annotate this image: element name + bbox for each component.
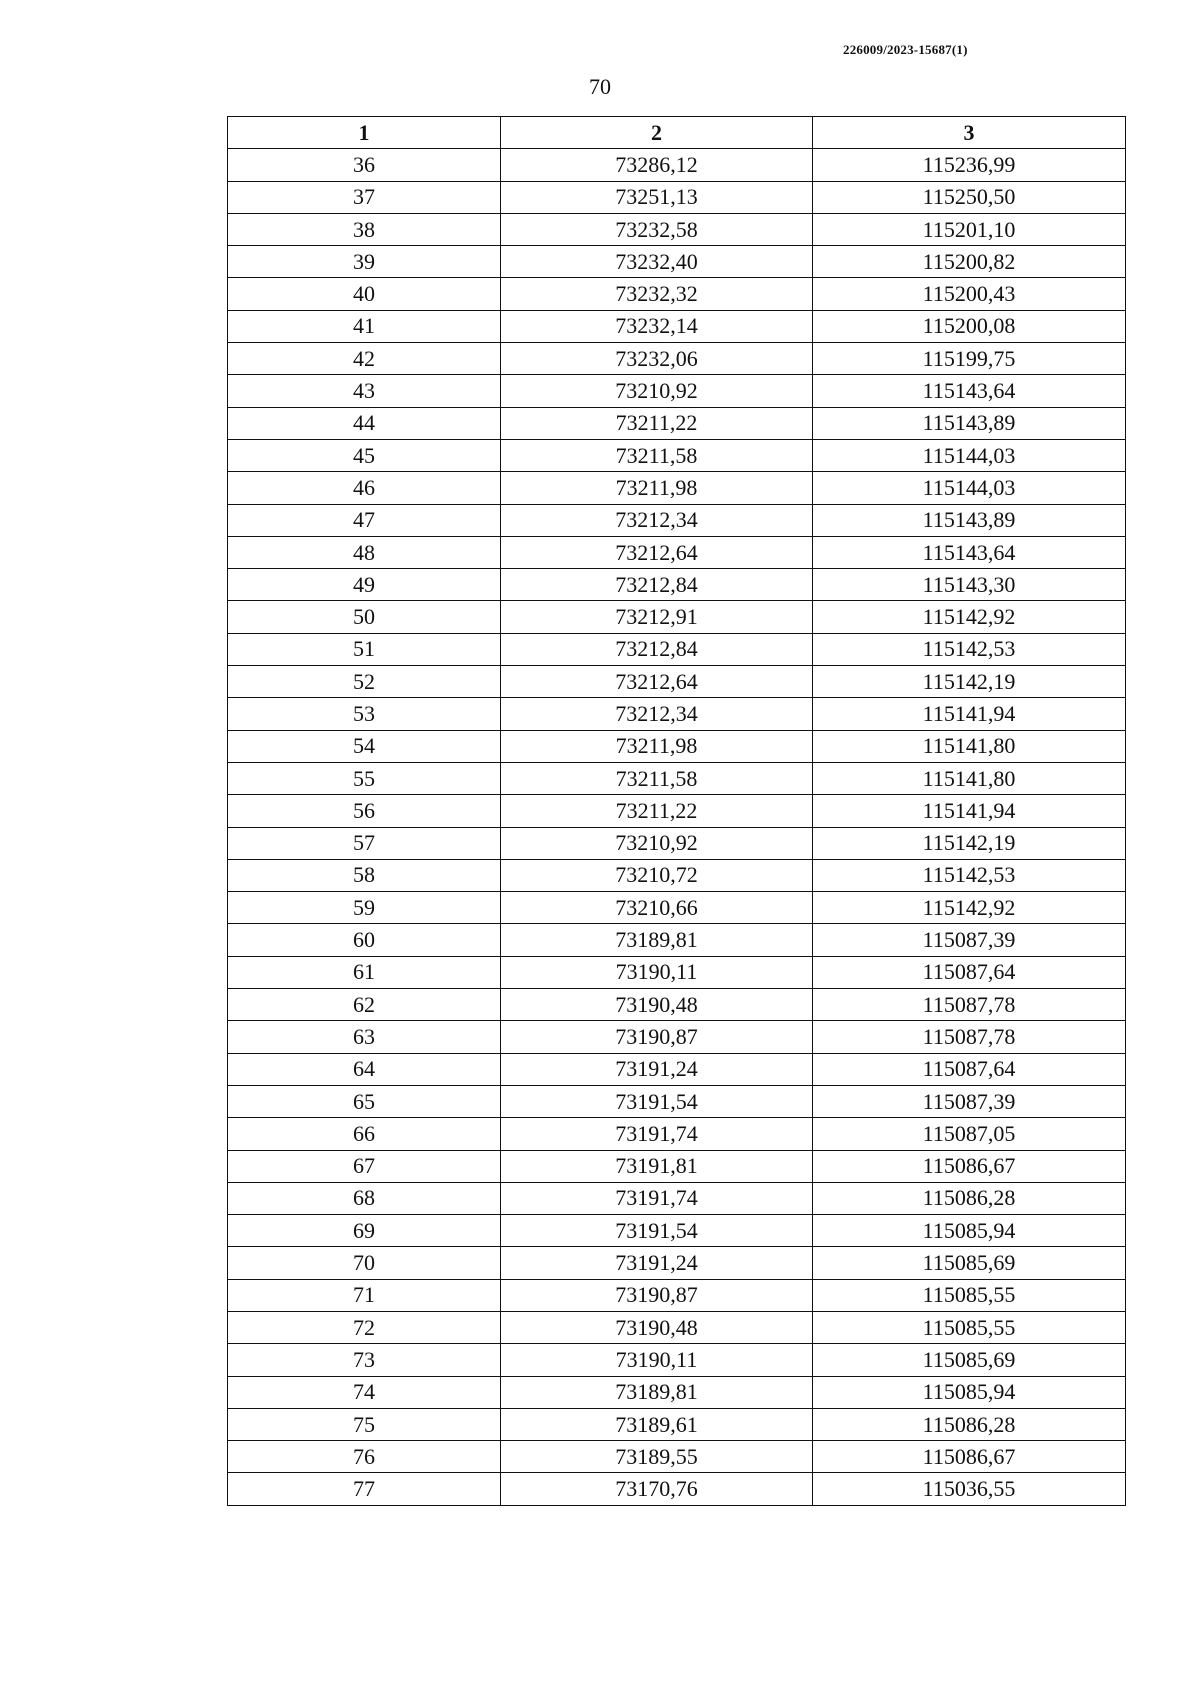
table-row [228, 1344, 1126, 1376]
x-coordinate-cell: 73210,92 [501, 375, 813, 407]
y-coordinate-cell: 115143,64 [813, 536, 1126, 568]
y-coordinate-cell: 115085,94 [813, 1215, 1126, 1247]
point-number-cell: 63 [228, 1021, 501, 1053]
x-coordinate-cell: 73232,06 [501, 343, 813, 375]
table-row [228, 213, 1126, 245]
y-coordinate-cell: 115143,30 [813, 569, 1126, 601]
x-coordinate-cell: 73191,54 [501, 1085, 813, 1117]
table-row [228, 536, 1126, 568]
x-coordinate-cell: 73212,84 [501, 569, 813, 601]
point-number-cell: 55 [228, 762, 501, 794]
point-number-cell: 40 [228, 278, 501, 310]
table-row [228, 181, 1126, 213]
point-number-cell: 38 [228, 213, 501, 245]
point-number-cell: 49 [228, 569, 501, 601]
x-coordinate-cell: 73189,81 [501, 924, 813, 956]
y-coordinate-cell: 115200,08 [813, 310, 1126, 342]
table-row [228, 407, 1126, 439]
document-reference: 226009/2023-15687(1) [843, 42, 968, 57]
y-coordinate-cell: 115085,69 [813, 1247, 1126, 1279]
x-coordinate-cell: 73211,58 [501, 762, 813, 794]
table-row [228, 698, 1126, 730]
point-number-cell: 61 [228, 956, 501, 988]
table-row [228, 666, 1126, 698]
x-coordinate-cell: 73210,72 [501, 859, 813, 891]
point-number-cell: 52 [228, 666, 501, 698]
point-number-cell: 65 [228, 1085, 501, 1117]
y-coordinate-cell: 115085,55 [813, 1279, 1126, 1311]
point-number-cell: 39 [228, 246, 501, 278]
point-number-cell: 41 [228, 310, 501, 342]
y-coordinate-cell: 115141,80 [813, 762, 1126, 794]
table-row [228, 1376, 1126, 1408]
y-coordinate-cell: 115142,19 [813, 827, 1126, 859]
x-coordinate-cell: 73191,74 [501, 1182, 813, 1214]
point-number-cell: 73 [228, 1344, 501, 1376]
table-row [228, 827, 1126, 859]
point-number-cell: 42 [228, 343, 501, 375]
page-number: 70 [589, 74, 611, 99]
y-coordinate-cell: 115236,99 [813, 149, 1126, 181]
x-coordinate-cell: 73191,81 [501, 1150, 813, 1182]
x-coordinate-cell: 73191,24 [501, 1053, 813, 1085]
x-coordinate-cell: 73189,61 [501, 1408, 813, 1440]
x-coordinate-cell: 73251,13 [501, 181, 813, 213]
table-body [228, 149, 1126, 1505]
y-coordinate-cell: 115200,82 [813, 246, 1126, 278]
table-row [228, 1408, 1126, 1440]
point-number-cell: 37 [228, 181, 501, 213]
table-row [228, 1021, 1126, 1053]
table-row [228, 892, 1126, 924]
table-row [228, 569, 1126, 601]
point-number-cell: 54 [228, 730, 501, 762]
x-coordinate-cell: 73190,48 [501, 1311, 813, 1343]
x-coordinate-cell: 73190,48 [501, 989, 813, 1021]
y-coordinate-cell: 115200,43 [813, 278, 1126, 310]
y-coordinate-cell: 115144,03 [813, 439, 1126, 471]
table-row [228, 1311, 1126, 1343]
y-coordinate-cell: 115143,89 [813, 407, 1126, 439]
x-coordinate-cell: 73232,40 [501, 246, 813, 278]
y-coordinate-cell: 115086,67 [813, 1150, 1126, 1182]
y-coordinate-cell: 115087,05 [813, 1118, 1126, 1150]
y-coordinate-cell: 115085,94 [813, 1376, 1126, 1408]
point-number-cell: 75 [228, 1408, 501, 1440]
point-number-cell: 57 [228, 827, 501, 859]
y-coordinate-cell: 115199,75 [813, 343, 1126, 375]
x-coordinate-cell: 73189,55 [501, 1441, 813, 1473]
table-row [228, 1473, 1126, 1505]
table-row [228, 1085, 1126, 1117]
y-coordinate-cell: 115085,55 [813, 1311, 1126, 1343]
y-coordinate-cell: 115142,92 [813, 601, 1126, 633]
coordinates-table [227, 116, 1126, 1506]
x-coordinate-cell: 73232,58 [501, 213, 813, 245]
y-coordinate-cell: 115085,69 [813, 1344, 1126, 1376]
y-coordinate-cell: 115086,28 [813, 1182, 1126, 1214]
table-row [228, 472, 1126, 504]
x-coordinate-cell: 73232,32 [501, 278, 813, 310]
point-number-cell: 72 [228, 1311, 501, 1343]
x-coordinate-cell: 73170,76 [501, 1473, 813, 1505]
point-number-cell: 74 [228, 1376, 501, 1408]
x-coordinate-cell: 73210,92 [501, 827, 813, 859]
point-number-cell: 43 [228, 375, 501, 407]
table-row [228, 1441, 1126, 1473]
x-coordinate-cell: 73191,24 [501, 1247, 813, 1279]
y-coordinate-cell: 115086,67 [813, 1441, 1126, 1473]
point-number-cell: 70 [228, 1247, 501, 1279]
x-coordinate-cell: 73211,22 [501, 407, 813, 439]
x-coordinate-cell: 73211,98 [501, 472, 813, 504]
point-number-cell: 64 [228, 1053, 501, 1085]
column-header-3: 3 [813, 117, 1126, 149]
y-coordinate-cell: 115087,39 [813, 1085, 1126, 1117]
table-row [228, 1215, 1126, 1247]
table-row [228, 310, 1126, 342]
x-coordinate-cell: 73212,64 [501, 536, 813, 568]
table-row [228, 375, 1126, 407]
table-header-row [228, 117, 1126, 149]
point-number-cell: 60 [228, 924, 501, 956]
point-number-cell: 68 [228, 1182, 501, 1214]
table-row [228, 149, 1126, 181]
table-row [228, 246, 1126, 278]
y-coordinate-cell: 115142,53 [813, 633, 1126, 665]
y-coordinate-cell: 115142,19 [813, 666, 1126, 698]
y-coordinate-cell: 115141,94 [813, 795, 1126, 827]
table-row [228, 1247, 1126, 1279]
point-number-cell: 46 [228, 472, 501, 504]
column-header-2: 2 [501, 117, 813, 149]
table-row [228, 1053, 1126, 1085]
y-coordinate-cell: 115087,64 [813, 1053, 1126, 1085]
x-coordinate-cell: 73212,84 [501, 633, 813, 665]
table-row [228, 859, 1126, 891]
y-coordinate-cell: 115141,80 [813, 730, 1126, 762]
point-number-cell: 53 [228, 698, 501, 730]
x-coordinate-cell: 73211,98 [501, 730, 813, 762]
x-coordinate-cell: 73191,54 [501, 1215, 813, 1247]
table-row [228, 633, 1126, 665]
y-coordinate-cell: 115141,94 [813, 698, 1126, 730]
table-row [228, 1150, 1126, 1182]
x-coordinate-cell: 73190,87 [501, 1021, 813, 1053]
point-number-cell: 69 [228, 1215, 501, 1247]
x-coordinate-cell: 73211,22 [501, 795, 813, 827]
y-coordinate-cell: 115201,10 [813, 213, 1126, 245]
table-row [228, 795, 1126, 827]
table-row [228, 989, 1126, 1021]
table-row [228, 1182, 1126, 1214]
x-coordinate-cell: 73211,58 [501, 439, 813, 471]
point-number-cell: 36 [228, 149, 501, 181]
y-coordinate-cell: 115142,53 [813, 859, 1126, 891]
x-coordinate-cell: 73190,11 [501, 1344, 813, 1376]
x-coordinate-cell: 73212,91 [501, 601, 813, 633]
point-number-cell: 45 [228, 439, 501, 471]
table-row [228, 730, 1126, 762]
point-number-cell: 67 [228, 1150, 501, 1182]
y-coordinate-cell: 115087,78 [813, 989, 1126, 1021]
column-header-1: 1 [228, 117, 501, 149]
x-coordinate-cell: 73232,14 [501, 310, 813, 342]
x-coordinate-cell: 73190,11 [501, 956, 813, 988]
y-coordinate-cell: 115143,89 [813, 504, 1126, 536]
x-coordinate-cell: 73212,34 [501, 698, 813, 730]
table-row [228, 956, 1126, 988]
point-number-cell: 51 [228, 633, 501, 665]
x-coordinate-cell: 73189,81 [501, 1376, 813, 1408]
x-coordinate-cell: 73286,12 [501, 149, 813, 181]
x-coordinate-cell: 73212,34 [501, 504, 813, 536]
point-number-cell: 44 [228, 407, 501, 439]
point-number-cell: 50 [228, 601, 501, 633]
x-coordinate-cell: 73210,66 [501, 892, 813, 924]
point-number-cell: 77 [228, 1473, 501, 1505]
y-coordinate-cell: 115087,64 [813, 956, 1126, 988]
x-coordinate-cell: 73191,74 [501, 1118, 813, 1150]
point-number-cell: 56 [228, 795, 501, 827]
y-coordinate-cell: 115250,50 [813, 181, 1126, 213]
y-coordinate-cell: 115144,03 [813, 472, 1126, 504]
point-number-cell: 66 [228, 1118, 501, 1150]
table-row [228, 1118, 1126, 1150]
point-number-cell: 59 [228, 892, 501, 924]
table-row [228, 762, 1126, 794]
y-coordinate-cell: 115087,78 [813, 1021, 1126, 1053]
x-coordinate-cell: 73212,64 [501, 666, 813, 698]
point-number-cell: 48 [228, 536, 501, 568]
table-row [228, 601, 1126, 633]
point-number-cell: 62 [228, 989, 501, 1021]
y-coordinate-cell: 115142,92 [813, 892, 1126, 924]
point-number-cell: 71 [228, 1279, 501, 1311]
y-coordinate-cell: 115036,55 [813, 1473, 1126, 1505]
x-coordinate-cell: 73190,87 [501, 1279, 813, 1311]
table-row [228, 924, 1126, 956]
y-coordinate-cell: 115086,28 [813, 1408, 1126, 1440]
y-coordinate-cell: 115143,64 [813, 375, 1126, 407]
point-number-cell: 76 [228, 1441, 501, 1473]
table-row [228, 439, 1126, 471]
point-number-cell: 47 [228, 504, 501, 536]
point-number-cell: 58 [228, 859, 501, 891]
table-row [228, 343, 1126, 375]
table-row [228, 504, 1126, 536]
y-coordinate-cell: 115087,39 [813, 924, 1126, 956]
table-row [228, 1279, 1126, 1311]
table-row [228, 278, 1126, 310]
